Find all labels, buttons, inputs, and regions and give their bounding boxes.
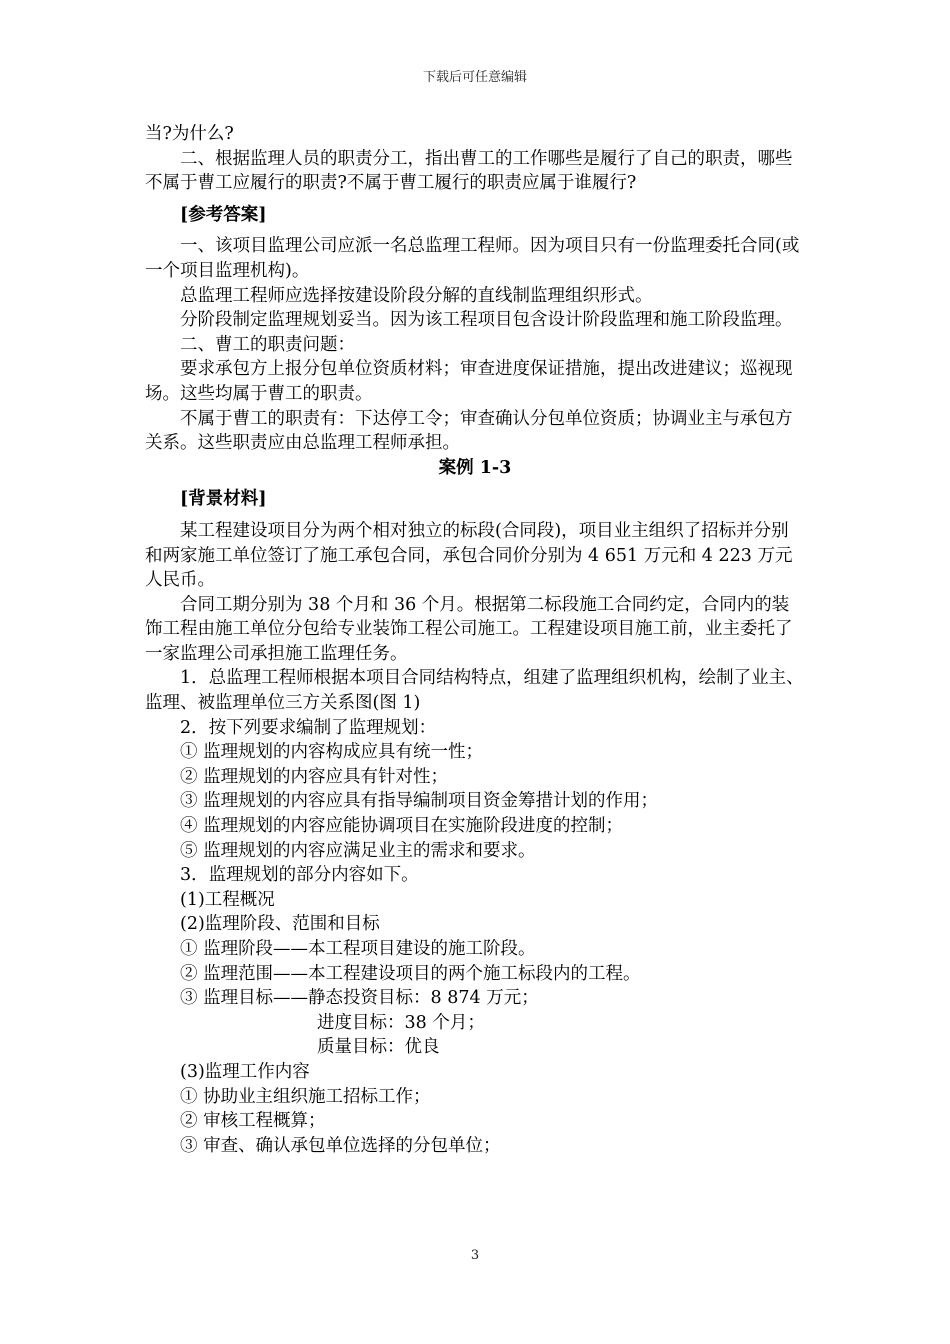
page-header: 下载后可任意编辑 [422, 70, 527, 85]
paragraph: 1．总监理工程师根据本项目合同结构特点，组建了监理组织机构，绘制了业主、监理、被监理单位三方关系图(图 1) [145, 668, 804, 714]
list-item: ① 协助业主组织施工招标工作； [180, 1086, 431, 1107]
paragraph: 一、该项目监理公司应派一名总监理工程师。因为项目只有一份监理委托合同(或一个项目监理机构)。 [145, 236, 800, 281]
paragraph: 分阶段制定监理规划妥当。因为该工程项目包含设计阶段监理和施工阶段监理。 [180, 310, 793, 331]
paragraph: 二、曹工的职责问题： [180, 334, 355, 355]
list-item: (2)监理阶段、范围和目标 [180, 914, 380, 935]
paragraph: 不属于曹工的职责有：下达停工令；审查确认分包单位资质；协调业主与承包方关系。这些职责应由总监理工程师承担。 [145, 408, 793, 454]
list-item: ② 监理规划的内容应具有针对性； [180, 766, 449, 787]
list-item: (1)工程概况 [180, 889, 275, 910]
list-item: ③ 监理规划的内容应具有指导编制项目资金筹措计划的作用； [180, 791, 659, 812]
list-item: ① 监理阶段——本工程项目建设的施工阶段。 [180, 939, 536, 959]
case-title: 案例 1-3 [438, 457, 512, 478]
list-item: ② 监理范围——本工程建设项目的两个施工标段内的工程。 [180, 963, 641, 984]
list-item: ⑤ 监理规划的内容应满足业主的需求和要求。 [180, 840, 536, 861]
paragraph: 合同工期分别为 38 个月和 36 个月。根据第二标段施工合同约定，合同内的装饰工程由施工单位分包给专业装饰工程公司施工。工程建设项目施工前，业主委托了一家监理公司承担施工监理任务。 [145, 594, 793, 664]
list-item: 质量目标：优良 [317, 1037, 440, 1058]
list-item: (3)监理工作内容 [180, 1061, 310, 1082]
list-item: ② 审核工程概算； [180, 1111, 326, 1132]
paragraph: 2．按下列要求编制了监理规划： [180, 717, 437, 738]
list-item: ① 监理规划的内容构成应具有统一性； [180, 742, 484, 763]
paragraph: 某工程建设项目分为两个相对独立的标段(合同段)，项目业主组织了招标并分别和两家施工单位签订了施工承包合同，承包合同价分别为 4 651 万元和 4 223 万元人民币。 [145, 520, 793, 591]
paragraph: 3．监理规划的部分内容如下。 [180, 865, 419, 886]
document-body [145, 122, 805, 1158]
list-item: ③ 审查、确认承包单位选择的分包单位； [180, 1135, 501, 1156]
section-heading-background: [背景材料] [180, 489, 267, 510]
paragraph: 当?为什么? [145, 124, 234, 144]
list-item: 进度目标：38 个月； [317, 1012, 485, 1033]
page-number: 3 [470, 1248, 480, 1263]
section-heading-reference-answer: [参考答案] [180, 204, 267, 225]
list-item: ③ 监理目标——静态投资目标：8 874 万元； [180, 988, 539, 1009]
paragraph: 要求承包方上报分包单位资质材料；审查进度保证措施，提出改进建议；巡视现场。这些均属于曹工的职责。 [145, 359, 793, 404]
paragraph: 总监理工程师应选择按建设阶段分解的直线制监理组织形式。 [180, 285, 653, 306]
list-item: ④ 监理规划的内容应能协调项目在实施阶段进度的控制； [180, 816, 624, 837]
question-paragraph: 二、根据监理人员的职责分工，指出曹工的工作哪些是履行了自己的职责，哪些不属于曹工应履行的职责?不属于曹工履行的职责应属于谁履行? [145, 148, 793, 194]
